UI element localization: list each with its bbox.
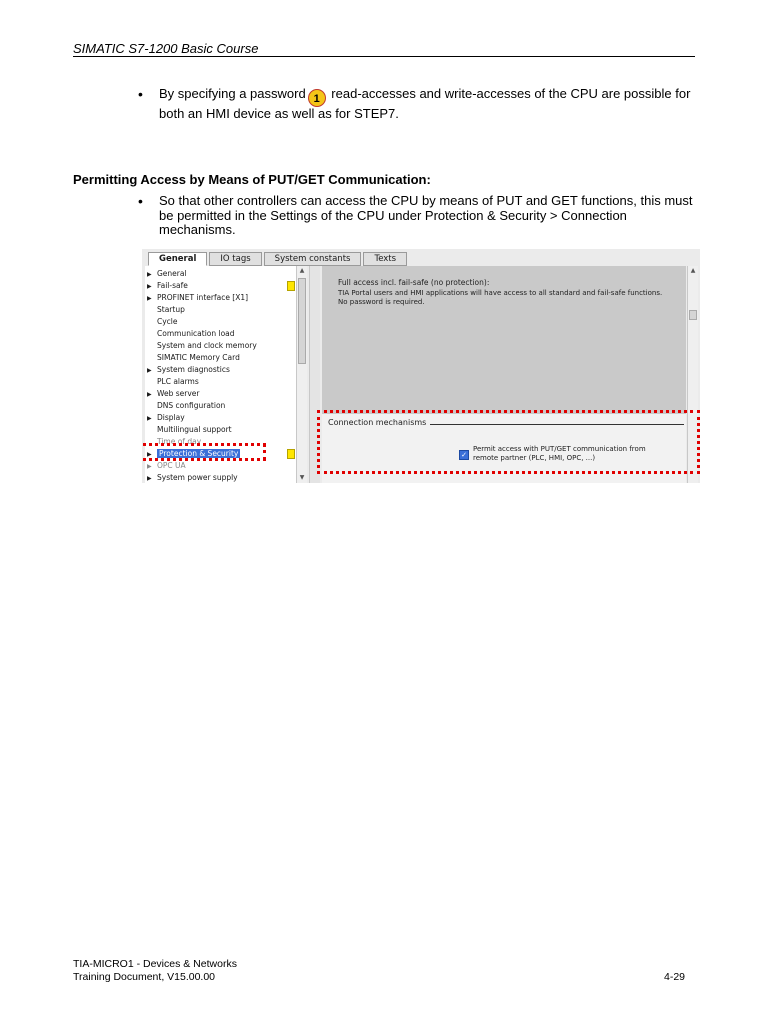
nav-item[interactable] [147, 472, 238, 483]
page-header [73, 42, 695, 57]
nav-item-label: PROFINET interface [X1] [157, 293, 249, 302]
scroll-thumb[interactable] [298, 278, 306, 364]
footer-course-code: TIA-MICRO1 - Devices & Networks [73, 958, 237, 970]
password-bullet-text: By specifying a password 1 read-accesses and write-accesses of the CPU are possible for both an HMI device as well as for STEP7. [159, 86, 691, 121]
nav-item-label: PLC alarms [157, 377, 199, 386]
tia-portal-screenshot [142, 249, 700, 483]
nav-item-label: System and clock memory [157, 341, 257, 350]
full-access-title: Full access incl. fail-safe (no protection): [338, 278, 490, 287]
protection-security-highlight [142, 443, 266, 461]
nav-item[interactable] [147, 388, 199, 400]
properties-tabs [148, 252, 409, 265]
expand-arrow-icon[interactable]: ▶ [147, 463, 152, 470]
nav-item[interactable] [147, 340, 257, 352]
nav-item-label: General [157, 269, 187, 278]
expand-arrow-icon[interactable]: ▶ [147, 271, 152, 278]
nav-item-label: Protection & Security [159, 449, 239, 458]
connection-mechanisms-title: Connection mechanisms [328, 418, 427, 427]
nav-item[interactable] [147, 304, 185, 316]
nav-item-label: Fail-safe [157, 281, 188, 290]
full-access-description: TIA Portal users and HMI applications will have access to all standard and fail-safe functions. [338, 289, 663, 297]
bullet-dot: • [138, 193, 143, 209]
bullet-dot: • [138, 86, 143, 102]
scroll-down-icon[interactable]: ▼ [299, 474, 305, 481]
nav-scrollbar[interactable] [296, 266, 307, 483]
nav-item-label: Communication load [157, 329, 235, 338]
putget-checkbox-label: Permit access with PUT/GET communication from remote partner (PLC, HMI, OPC, ...) [473, 445, 646, 462]
scroll-up-icon[interactable]: ▲ [690, 267, 696, 274]
nav-item-label: DNS configuration [157, 401, 226, 410]
expand-arrow-icon[interactable]: ▶ [147, 451, 152, 458]
nav-item-label: Multilingual support [157, 425, 232, 434]
nav-item[interactable] [147, 328, 235, 340]
tab-system-constants[interactable]: System constants [264, 252, 362, 266]
nav-item[interactable] [147, 376, 199, 388]
expand-arrow-icon[interactable]: ▶ [147, 475, 152, 482]
tab-io-tags[interactable]: IO tags [209, 252, 261, 266]
nav-item-label: Web server [157, 389, 200, 398]
connection-mechanisms-highlight [317, 410, 700, 474]
tab-texts[interactable]: Texts [363, 252, 407, 266]
nav-item[interactable] [147, 292, 248, 304]
expand-arrow-icon[interactable]: ▶ [147, 415, 152, 422]
status-flag-icon [287, 281, 295, 291]
nav-item[interactable] [147, 280, 188, 292]
nav-item-label: Display [157, 413, 185, 422]
nav-item-label: SIMATIC Memory Card [157, 353, 240, 362]
course-title: SIMATIC S7-1200 Basic Course [73, 41, 259, 56]
nav-item[interactable] [147, 424, 232, 436]
tab-general[interactable]: General [148, 252, 207, 266]
expand-arrow-icon[interactable]: ▶ [147, 391, 152, 398]
full-access-password-note: No password is required. [338, 298, 425, 306]
page-number: 4-29 [664, 971, 686, 983]
nav-item[interactable] [147, 268, 187, 280]
scroll-up-icon[interactable]: ▲ [299, 267, 305, 274]
nav-item-label: System diagnostics [157, 365, 230, 374]
checkmark-icon: ✓ [461, 451, 467, 459]
expand-arrow-icon[interactable]: ▶ [147, 367, 152, 374]
footer-document-version: Training Document, V15.00.00 [73, 971, 216, 983]
callout-number-marker: 1 [308, 89, 326, 107]
nav-item[interactable] [147, 364, 230, 376]
status-flag-icon [287, 449, 295, 459]
nav-item-label: System power supply [157, 473, 238, 482]
putget-bullet-text: So that other controllers can access the CPU by means of PUT and GET functions, this must be permitted in the Settings of the CPU under Protection & Security > Connection mechanisms. [159, 193, 693, 237]
scroll-thumb[interactable] [689, 310, 697, 320]
nav-item[interactable] [147, 460, 186, 472]
nav-item-label: Cycle [157, 317, 178, 326]
nav-item[interactable] [147, 316, 178, 328]
nav-item[interactable] [147, 412, 185, 424]
section-heading: Permitting Access by Means of PUT/GET Communication: [73, 172, 431, 187]
nav-item-label: Time of day [157, 437, 202, 446]
expand-arrow-icon[interactable]: ▶ [147, 295, 152, 302]
nav-item[interactable] [147, 352, 240, 364]
nav-item[interactable] [147, 400, 225, 412]
expand-arrow-icon[interactable]: ▶ [147, 283, 152, 290]
nav-item-label: Startup [157, 305, 185, 314]
nav-item-label: OPC UA [157, 461, 186, 470]
